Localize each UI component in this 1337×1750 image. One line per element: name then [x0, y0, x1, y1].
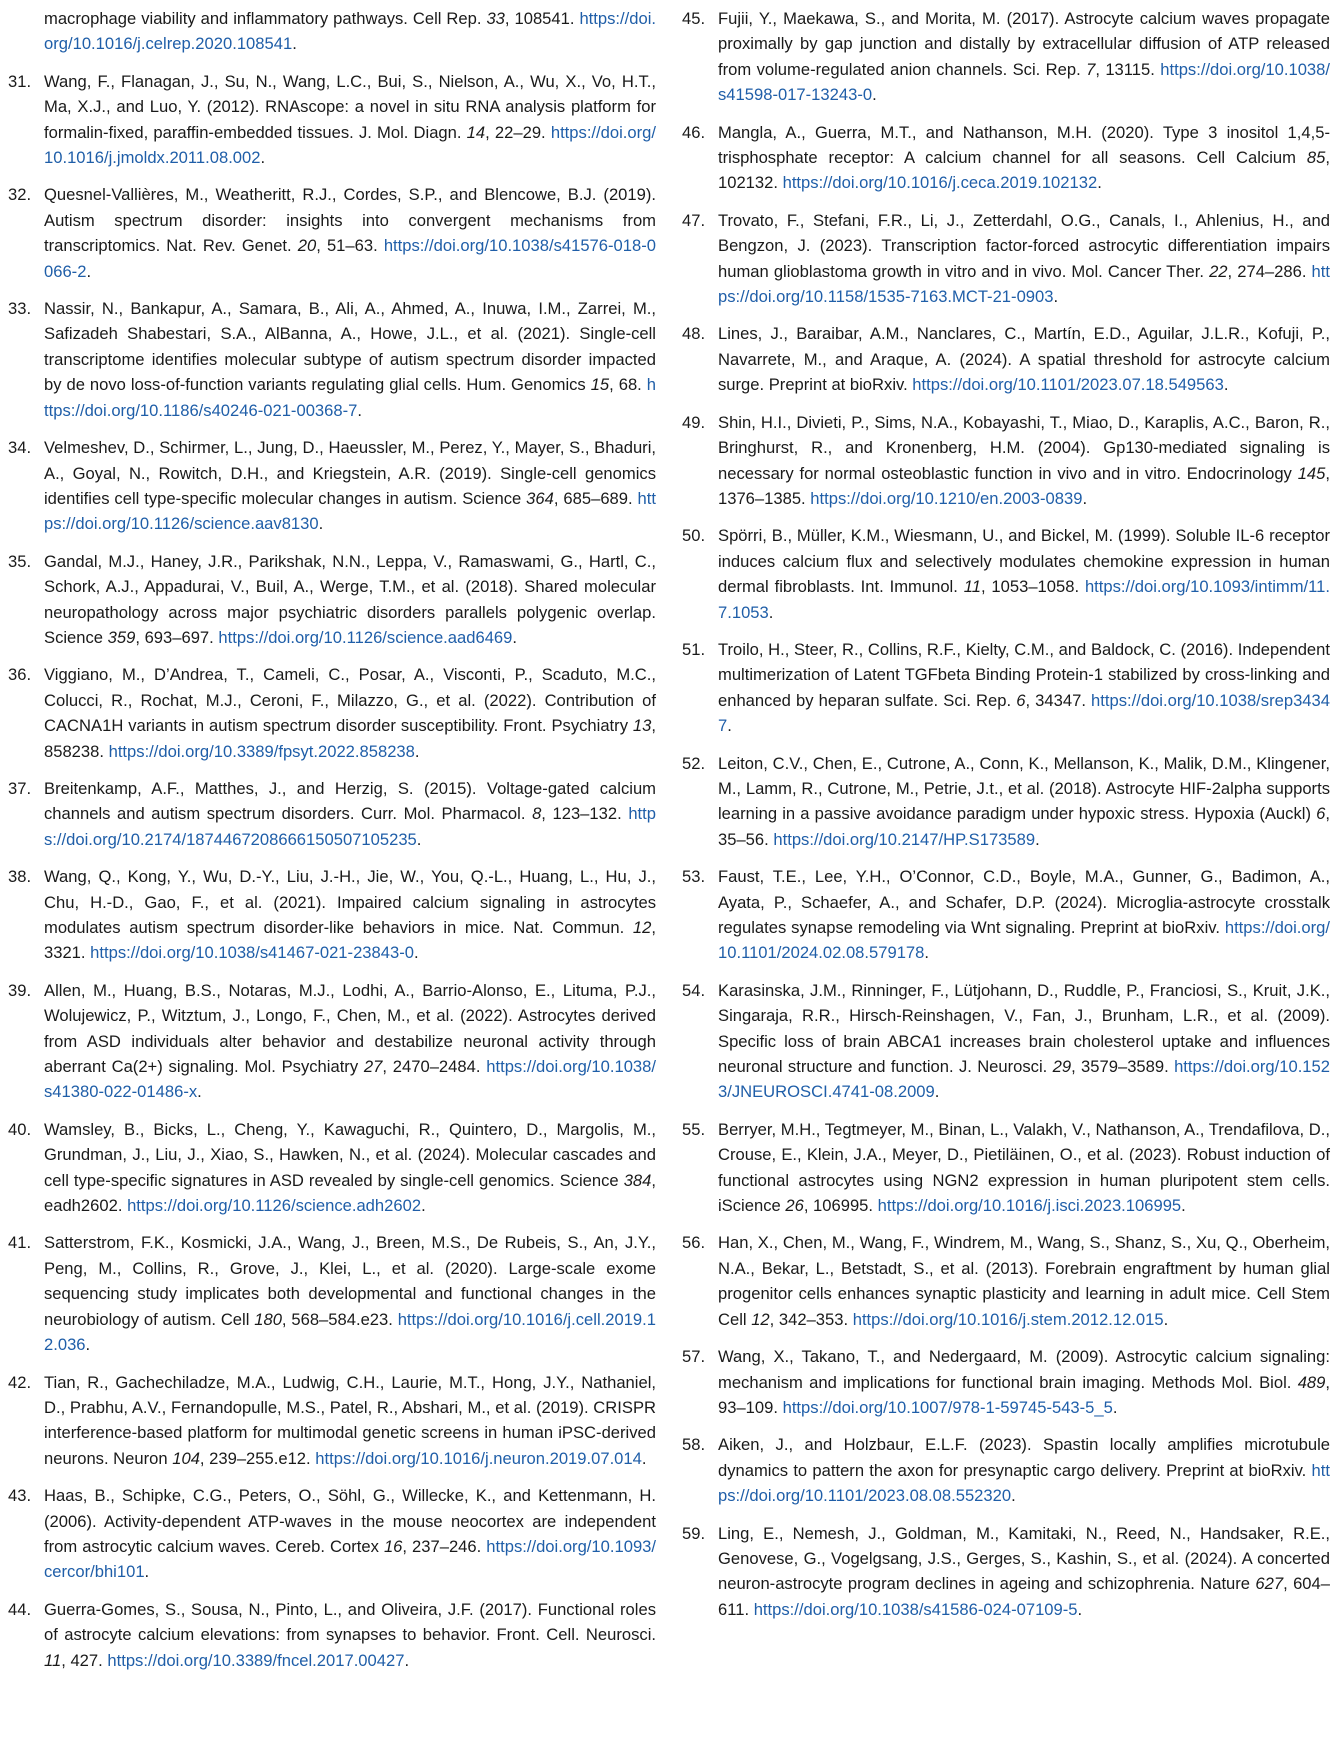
reference-volume: 8 — [532, 804, 542, 824]
reference-end: . — [1082, 488, 1088, 508]
reference-number: 40. — [8, 1119, 32, 1139]
reference-text — [44, 864, 656, 966]
reference-citation: Haas, B., Schipke, C.G., Peters, O., Söhl, G., Willecke, K., and Kettenmann, H. (2006). Activity-dependent ATP-waves in the mouse neocortex are independent from astrocytic calcium waves. Cereb. Cortex — [44, 1486, 656, 1556]
reference-text — [44, 1370, 656, 1472]
reference-volume: 85 — [1306, 148, 1326, 168]
reference-citation: Wang, F., Flanagan, J., Su, N., Wang, L.C., Bui, S., Nielson, A., Wu, X., Vo, H.T., Ma, X.J., and Luo, Y. (2012). RNAscope: a novel in situ RNA analysis platform for formalin-fixed, paraffin-embedded tissues. J. Mol. Diagn. — [44, 71, 656, 142]
reference-text — [44, 1230, 656, 1357]
reference-text — [718, 6, 1330, 108]
reference-text — [718, 120, 1330, 196]
reference-end: . — [416, 829, 422, 849]
reference-entry — [8, 978, 656, 1105]
doi-link[interactable]: https://doi.org/10.1093/intimm/11.7.1053 — [718, 577, 1330, 622]
reference-text — [718, 1432, 1330, 1508]
reference-volume: 16 — [383, 1536, 403, 1556]
reference-volume: 14 — [466, 122, 486, 142]
reference-pages: , 13115. — [1095, 59, 1161, 79]
reference-number: 52. — [682, 753, 706, 773]
reference-end: . — [1077, 1599, 1083, 1619]
reference-pages: , 35–56. — [718, 804, 1330, 849]
reference-text — [44, 549, 656, 651]
reference-pages: , 108541. — [504, 9, 580, 28]
reference-citation: Spörri, B., Müller, K.M., Wiesmann, U., and Bickel, M. (1999). Soluble IL-6 receptor induces calcium flux and selectively modulates chemokine expression in human dermal fibroblasts. Int. Immunol. — [718, 526, 1330, 597]
reference-text — [718, 864, 1330, 966]
reference-volume: 145 — [1297, 463, 1326, 483]
doi-link[interactable]: https://doi.org/10.1038/s41576-018-0066-2 — [44, 236, 656, 281]
reference-number: 31. — [8, 71, 32, 91]
reference-entry — [8, 296, 656, 423]
reference-entry — [8, 1483, 656, 1585]
reference-number: 44. — [8, 1599, 32, 1619]
reference-volume: 20 — [297, 236, 317, 256]
reference-end: . — [86, 261, 92, 281]
reference-volume: 627 — [1255, 1574, 1284, 1594]
reference-entry — [682, 864, 1330, 966]
doi-link[interactable]: https://doi.org/10.1016/j.celrep.2020.108541 — [44, 9, 656, 54]
reference-text — [44, 296, 656, 423]
doi-link[interactable]: https://doi.org/10.3389/fncel.2017.00427 — [107, 1650, 405, 1670]
reference-number: 41. — [8, 1233, 32, 1253]
doi-link[interactable]: https://doi.org/10.1016/j.stem.2012.12.015 — [852, 1309, 1164, 1329]
reference-entry — [8, 69, 656, 171]
reference-pages: , 2470–2484. — [382, 1057, 487, 1077]
reference-pages: , 123–132. — [541, 804, 629, 824]
reference-end: . — [413, 943, 419, 963]
reference-entry — [8, 864, 656, 966]
reference-number: 37. — [8, 778, 32, 798]
reference-volume: 29 — [1052, 1057, 1072, 1077]
reference-number: 39. — [8, 980, 32, 1000]
reference-end: . — [924, 943, 930, 963]
reference-entry — [8, 776, 656, 852]
doi-link[interactable]: https://doi.org/10.1126/science.aav8130 — [44, 488, 656, 534]
reference-volume: 6 — [1316, 804, 1326, 824]
reference-text — [718, 1117, 1330, 1219]
reference-text — [44, 776, 656, 852]
reference-end: . — [872, 85, 877, 105]
reference-entry — [8, 6, 656, 57]
reference-pages: , 427. — [61, 1650, 108, 1670]
reference-pages: , 342–353. — [769, 1309, 853, 1329]
reference-end: . — [197, 1082, 202, 1102]
reference-pages: , 1053–1058. — [980, 577, 1085, 597]
reference-end: . — [318, 514, 324, 534]
reference-volume: 12 — [751, 1309, 770, 1329]
reference-citation: Faust, T.E., Lee, Y.H., O’Connor, C.D., Boyle, M.A., Gunner, G., Badimon, A., Ayata, P., Schaefer, A., and Schafer, D.P. (2024). Microglia-astrocyte crosstalk regulates synapse remodeling via Wnt signaling. Preprint at bioRxiv. — [718, 867, 1330, 937]
reference-volume: 22 — [1209, 261, 1228, 281]
reference-citation: Wang, X., Takano, T., and Nedergaard, M. (2009). Astrocytic calcium signaling: mechanism and implications for functional brain imaging. Methods Mol. Biol. — [718, 1347, 1330, 1392]
reference-column-left — [8, 6, 656, 1685]
reference-citation: Satterstrom, F.K., Kosmicki, J.A., Wang, J., Breen, M.S., De Rubeis, S., An, J.Y., Peng, M., Collins, R., Grove, J., Klei, L., et al. (2020). Large-scale exome sequencing study implicates both developmental and functional changes in the neurobiology of autism. Cell — [44, 1233, 656, 1329]
reference-citation: Tian, R., Gachechiladze, M.A., Ludwig, C.H., Laurie, M.T., Hong, J.Y., Nathaniel, D., Prabhu, A.V., Fernandopulle, M.S., Patel, R., Abshari, M., et al. (2019). CRISPR interference-based platform for multimodal genetic screens in human iPSC-derived neurons. Neuron — [44, 1372, 656, 1468]
reference-entry — [8, 435, 656, 537]
reference-end: . — [414, 741, 420, 761]
reference-end: . — [1097, 173, 1102, 193]
reference-end: . — [1053, 287, 1059, 307]
reference-citation: Allen, M., Huang, B.S., Notaras, M.J., Lodhi, A., Barrio-Alonso, E., Lituma, P.J., Wolujewicz, P., Witztum, J., Longo, F., Chen, M., et al. (2022). Astrocytes derived from ASD individuals alter behavior and destabilize neuronal activity through aberrant Ca(2+) signaling. Mol. Psychiatry — [44, 980, 656, 1077]
reference-citation: Troilo, H., Steer, R., Collins, R.F., Kielty, C.M., and Baldock, C. (2016). Independent multimerization of Latent TGFbeta Binding Protein-1 stabilized by cross-linking and enhanced by heparan sulfate. Sci. Rep. — [718, 639, 1330, 710]
doi-link[interactable]: https://doi.org/10.1158/1535-7163.MCT-21-0903 — [718, 261, 1330, 307]
reference-text — [44, 435, 656, 537]
reference-entry — [682, 523, 1330, 625]
reference-volume: 359 — [107, 627, 136, 647]
reference-text — [44, 662, 656, 764]
reference-text — [718, 751, 1330, 853]
reference-citation: Aiken, J., and Holzbaur, E.L.F. (2023). Spastin locally amplifies microtubule dynamics to pattern the axon for presynaptic cargo delivery. Preprint at bioRxiv. — [718, 1435, 1330, 1480]
reference-number: 57. — [682, 1347, 706, 1367]
reference-number: 34. — [8, 438, 32, 458]
reference-volume: 11 — [44, 1650, 62, 1670]
doi-link[interactable]: https://doi.org/10.1186/s40246-021-00368-7 — [44, 375, 656, 420]
reference-volume: 7 — [1086, 59, 1096, 79]
reference-text — [718, 523, 1330, 625]
reference-volume: 6 — [1016, 690, 1026, 710]
reference-volume: 364 — [526, 488, 554, 508]
reference-text — [44, 6, 656, 57]
reference-end: . — [1112, 1397, 1118, 1417]
reference-text — [44, 1483, 656, 1585]
reference-pages: , 568–584.e23. — [281, 1309, 398, 1329]
reference-pages: , 1376–1385. — [718, 463, 1330, 508]
reference-text — [718, 978, 1330, 1105]
reference-volume: 26 — [785, 1196, 804, 1216]
reference-number: 33. — [8, 299, 32, 319]
reference-entry — [682, 410, 1330, 512]
reference-citation: Berryer, M.H., Tegtmeyer, M., Binan, L., Valakh, V., Nathanson, A., Trendafilova, D., Crouse, E., Klein, J.A., Meyer, D., Pietiläinen, O., et al. (2023). Robust induction of functional astrocytes using NGN2 expression in human pluripotent stem cells. iScience — [718, 1119, 1330, 1216]
doi-link[interactable]: https://doi.org/10.1101/2023.08.08.552320 — [718, 1460, 1330, 1506]
doi-link[interactable]: https://doi.org/10.1038/s41598-017-13243-0 — [718, 59, 1330, 105]
reference-number: 55. — [682, 1119, 706, 1139]
reference-text — [44, 69, 656, 171]
doi-link[interactable]: https://doi.org/10.1093/cercor/bhi101 — [44, 1536, 657, 1582]
reference-text — [718, 321, 1330, 397]
reference-citation: Ling, E., Nemesh, J., Goldman, M., Kamitaki, N., Reed, N., Handsaker, R.E., Genovese, G., Vogelgsang, J.S., Gerges, S., Kashin, S., et al. (2024). A concerted neuron-astrocyte program declines in ageing and schizophrenia. Nature — [718, 1523, 1330, 1594]
reference-volume: 11 — [963, 577, 981, 597]
reference-end: . — [404, 1650, 410, 1670]
reference-volume: 104 — [172, 1448, 200, 1468]
reference-volume: 12 — [632, 918, 652, 937]
reference-pages: , 237–246. — [402, 1536, 487, 1556]
reference-volume: 489 — [1297, 1372, 1326, 1392]
reference-pages: , 274–286. — [1227, 261, 1312, 281]
reference-citation: Quesnel-Vallières, M., Weatheritt, R.J., Cordes, S.P., and Blencowe, B.J. (2019). Autism spectrum disorder: insights into convergent mechanisms from transcriptomics. Nat. Rev. Genet. — [44, 185, 656, 256]
reference-entry — [682, 1230, 1330, 1332]
doi-link[interactable]: https://doi.org/10.1038/srep34347 — [718, 690, 1330, 736]
reference-end: . — [85, 1335, 91, 1355]
reference-volume: 384 — [623, 1170, 652, 1190]
reference-pages: , 68. — [609, 375, 647, 395]
reference-citation: Fujii, Y., Maekawa, S., and Morita, M. (2017). Astrocyte calcium waves propagate proximally by gap junction and distally by extracellular diffusion of ATP released from volume-regulated anion channels. Sci. Rep. — [718, 9, 1330, 79]
reference-text — [44, 182, 656, 284]
reference-entry — [682, 637, 1330, 739]
doi-link[interactable]: https://doi.org/10.1126/science.adh2602 — [127, 1196, 422, 1216]
reference-number: 54. — [682, 980, 706, 1000]
reference-volume: 15 — [590, 375, 610, 395]
reference-number: 36. — [8, 665, 32, 685]
reference-end: . — [768, 602, 774, 622]
reference-text — [44, 978, 656, 1105]
reference-citation: Viggiano, M., D’Andrea, T., Cameli, C., Posar, A., Visconti, P., Scaduto, M.C., Colucci, R., Rochat, M.J., Ceroni, F., Milazzo, G., et al. (2022). Contribution of CACNA1H variants in autism spectrum disorder susceptibility. Front. Psychiatry — [44, 665, 656, 736]
reference-entry — [682, 1432, 1330, 1508]
reference-entry — [8, 662, 656, 764]
reference-entry — [682, 1521, 1330, 1623]
reference-entry — [682, 978, 1330, 1105]
reference-pages: , 106995. — [803, 1196, 878, 1216]
reference-text — [718, 208, 1330, 310]
reference-entry — [8, 1597, 656, 1673]
reference-pages: , 102132. — [718, 148, 1330, 193]
doi-link[interactable]: https://doi.org/10.3389/fpsyt.2022.858238 — [108, 741, 415, 761]
reference-end: . — [1223, 375, 1229, 395]
reference-entry — [8, 182, 656, 284]
reference-citation: Leiton, C.V., Chen, E., Cutrone, A., Conn, K., Mellanson, K., Malik, D.M., Klingener, M., Lamm, R., Cutrone, M., Petrie, J.t., et al. (2018). Astrocyte HIF-2alpha supports learning in a passive avoidance paradigm under hypoxic stress. Hypoxia (Auckl) — [718, 753, 1330, 824]
reference-citation: Trovato, F., Stefani, F.R., Li, J., Zetterdahl, O.G., Canals, I., Ahlenius, H., and Bengzon, J. (2023). Transcription factor-forced astrocytic differentiation impairs human glioblastoma growth in vitro and in vivo. Mol. Cancer Ther. — [718, 210, 1330, 281]
reference-end: . — [727, 716, 732, 736]
reference-citation: Velmeshev, D., Schirmer, L., Jung, D., Haeussler, M., Perez, Y., Mayer, S., Bhaduri, A., Goyal, N., Rowitch, D.H., and Kriegstein, A.R. (2019). Single-cell genomics identifies cell type-specific molecular changes in autism. Science — [44, 438, 656, 508]
reference-end: . — [144, 1562, 150, 1582]
reference-end: . — [357, 400, 362, 420]
reference-end: . — [1181, 1196, 1186, 1216]
reference-entry — [8, 1370, 656, 1472]
reference-pages: , 3321. — [44, 918, 656, 963]
reference-pages: , 34347. — [1025, 690, 1092, 710]
reference-number: 49. — [682, 412, 706, 432]
reference-citation: macrophage viability and inflammatory pathways. Cell Rep. — [44, 9, 487, 28]
reference-pages: , eadh2602. — [44, 1170, 656, 1216]
reference-column-right — [682, 6, 1330, 1634]
reference-pages: , 3579–3589. — [1071, 1057, 1175, 1077]
reference-end: . — [1011, 1486, 1016, 1506]
reference-entry — [682, 120, 1330, 196]
reference-entry — [682, 6, 1330, 108]
reference-end: . — [934, 1082, 940, 1102]
reference-number: 58. — [682, 1435, 706, 1455]
doi-link[interactable]: https://doi.org/10.1038/s41467-021-23843-0 — [90, 943, 414, 963]
doi-link[interactable]: https://doi.org/10.1016/j.neuron.2019.07.014 — [315, 1448, 642, 1468]
reference-pages: , 693–697. — [135, 627, 219, 647]
reference-citation: Wamsley, B., Bicks, L., Cheng, Y., Kawaguchi, R., Quintero, D., Margolis, M., Grundman, J., Liu, J., Xiao, S., Hawken, N., et al. (2024). Molecular cascades and cell type-specific signatures in ASD revealed by single-cell genomics. Science — [44, 1119, 656, 1190]
reference-entry — [682, 1117, 1330, 1219]
reference-end: . — [421, 1196, 426, 1216]
reference-text — [718, 1521, 1330, 1623]
doi-link[interactable]: https://doi.org/10.1038/s41380-022-01486-x — [44, 1057, 656, 1102]
doi-link[interactable]: https://doi.org/10.1016/j.isci.2023.106995 — [877, 1196, 1182, 1216]
doi-link[interactable]: https://doi.org/10.1038/s41586-024-07109-5 — [753, 1599, 1078, 1619]
doi-link[interactable]: https://doi.org/10.1523/JNEUROSCI.4741-08.2009 — [718, 1057, 1330, 1102]
reference-text — [718, 410, 1330, 512]
doi-link[interactable]: https://doi.org/10.1016/j.ceca.2019.102132 — [782, 173, 1098, 193]
reference-number: 47. — [682, 210, 706, 230]
reference-entry — [8, 549, 656, 651]
reference-volume: 33 — [486, 9, 505, 28]
reference-end: . — [641, 1448, 647, 1468]
reference-entry — [8, 1117, 656, 1219]
reference-citation: Guerra-Gomes, S., Sousa, N., Pinto, L., and Oliveira, J.F. (2017). Functional roles of astrocyte calcium elevations: from synapses to behavior. Front. Cell. Neurosci. — [44, 1599, 656, 1645]
reference-pages: , 51–63. — [316, 236, 384, 256]
reference-number: 35. — [8, 551, 32, 571]
reference-number: 32. — [8, 185, 32, 205]
reference-end: . — [1035, 829, 1040, 849]
reference-end: . — [512, 627, 518, 647]
doi-link[interactable]: https://doi.org/10.1101/2024.02.08.579178 — [718, 918, 1330, 963]
reference-entry — [682, 751, 1330, 853]
reference-citation: Han, X., Chen, M., Wang, F., Windrem, M., Wang, S., Shanz, S., Xu, Q., Oberheim, N.A., Bekar, L., Betstadt, S., et al. (2013). Forebrain engraftment by human glial progenitor cells enhances synaptic plasticity and learning in adult mice. Cell Stem Cell — [718, 1233, 1330, 1329]
doi-link[interactable]: https://doi.org/10.1126/science.aad6469 — [218, 627, 513, 647]
doi-link[interactable]: https://doi.org/10.1016/j.jmoldx.2011.08.002 — [44, 122, 656, 168]
doi-link[interactable]: https://doi.org/10.1007/978-1-59745-543-5_5 — [782, 1397, 1113, 1417]
reference-text — [44, 1117, 656, 1219]
doi-link[interactable]: https://doi.org/10.1210/en.2003-0839 — [810, 488, 1083, 508]
reference-end: . — [292, 34, 297, 54]
reference-pages: , 239–255.e12. — [199, 1448, 316, 1468]
reference-pages: , 93–109. — [718, 1372, 1330, 1417]
doi-link[interactable]: https://doi.org/10.1101/2023.07.18.549563 — [912, 375, 1224, 395]
reference-pages: , 604–611. — [718, 1574, 1330, 1619]
reference-number: 50. — [682, 526, 706, 546]
reference-number: 43. — [8, 1486, 32, 1506]
reference-citation: Gandal, M.J., Haney, J.R., Parikshak, N.N., Leppa, V., Ramaswami, G., Hartl, C., Schork, A.J., Appadurai, V., Buil, A., Werge, T.M., et al. (2018). Shared molecular neuropathology across major psychiatric disorders parallels polygenic overlap. Science — [44, 551, 656, 647]
reference-text — [718, 637, 1330, 739]
reference-entry — [8, 1230, 656, 1357]
reference-citation: Shin, H.I., Divieti, P., Sims, N.A., Kobayashi, T., Miao, D., Karaplis, A.C., Baron, R., Bringhurst, R., and Kronenberg, H.M. (2004). Gp130-mediated signaling is necessary for normal osteoblastic function in vivo and in vitro. Endocrinology — [718, 412, 1330, 483]
reference-text — [718, 1344, 1330, 1420]
reference-number: 59. — [682, 1523, 706, 1543]
reference-volume: 13 — [632, 716, 652, 736]
reference-number: 51. — [682, 639, 706, 659]
reference-end: . — [260, 148, 266, 168]
reference-citation: Wang, Q., Kong, Y., Wu, D.-Y., Liu, J.-H., Jie, W., You, Q.-L., Huang, L., Hu, J., Chu, H.-D., Gao, F., et al. (2021). Impaired calcium signaling in astrocytes modulates autism spectrum disorder-like behaviors in mice. Nat. Commun. — [44, 867, 656, 937]
reference-number: 42. — [8, 1372, 32, 1392]
reference-pages: , 858238. — [44, 716, 656, 761]
reference-number: 53. — [682, 867, 706, 887]
doi-link[interactable]: https://doi.org/10.2147/HP.S173589 — [773, 829, 1036, 849]
doi-link[interactable]: https://doi.org/10.1016/j.cell.2019.12.036 — [44, 1309, 656, 1355]
reference-volume: 27 — [363, 1057, 383, 1077]
reference-volume: 180 — [254, 1309, 282, 1329]
reference-pages: , 22–29. — [485, 122, 551, 142]
reference-citation: Mangla, A., Guerra, M.T., and Nathanson, M.H. (2020). Type 3 inositol 1,4,5-trisphosphate receptor: A calcium channel for all seasons. Cell Calcium — [718, 122, 1330, 168]
reference-citation: Nassir, N., Bankapur, A., Samara, B., Ali, A., Ahmed, A., Inuwa, I.M., Zarrei, M., Safizadeh Shabestari, S.A., AlBanna, A., Howe, J.L., et al. (2021). Single-cell transcriptome identifies molecular subtype of autism spectrum disorder impacted by de novo loss-of-function variants regulating glial cells. Hum. Genomics — [44, 299, 656, 395]
reference-number: 48. — [682, 324, 706, 344]
reference-entry — [682, 321, 1330, 397]
reference-entry — [682, 208, 1330, 310]
reference-number: 56. — [682, 1233, 706, 1253]
reference-text — [44, 1597, 656, 1673]
reference-citation: Lines, J., Baraibar, A.M., Nanclares, C., Martín, E.D., Aguilar, J.L.R., Kofuji, P., Navarrete, M., and Araque, A. (2024). A spatial threshold for astrocyte calcium surge. Preprint at bioRxiv. — [718, 324, 1330, 395]
reference-pages: , 685–689. — [553, 488, 638, 508]
reference-text — [718, 1230, 1330, 1332]
reference-citation: Breitenkamp, A.F., Matthes, J., and Herzig, S. (2015). Voltage-gated calcium channels and autism spectrum disorders. Curr. Mol. Pharmacol. — [44, 778, 656, 824]
reference-number: 45. — [682, 9, 706, 28]
reference-entry — [682, 1344, 1330, 1420]
reference-number: 46. — [682, 122, 706, 142]
reference-citation: Karasinska, J.M., Rinninger, F., Lütjohann, D., Ruddle, P., Franciosi, S., Kruit, J.K., Singaraja, R.R., Hirsch-Reinshagen, V., Fan, J., Brunham, L.R., et al. (2009). Specific loss of brain ABCA1 increases brain cholesterol uptake and influences neuronal structure and function. J. Neurosci. — [718, 980, 1330, 1077]
doi-link[interactable]: https://doi.org/10.2174/1874467208666150507105235 — [44, 804, 656, 849]
reference-end: . — [1163, 1309, 1169, 1329]
reference-number: 38. — [8, 867, 32, 887]
